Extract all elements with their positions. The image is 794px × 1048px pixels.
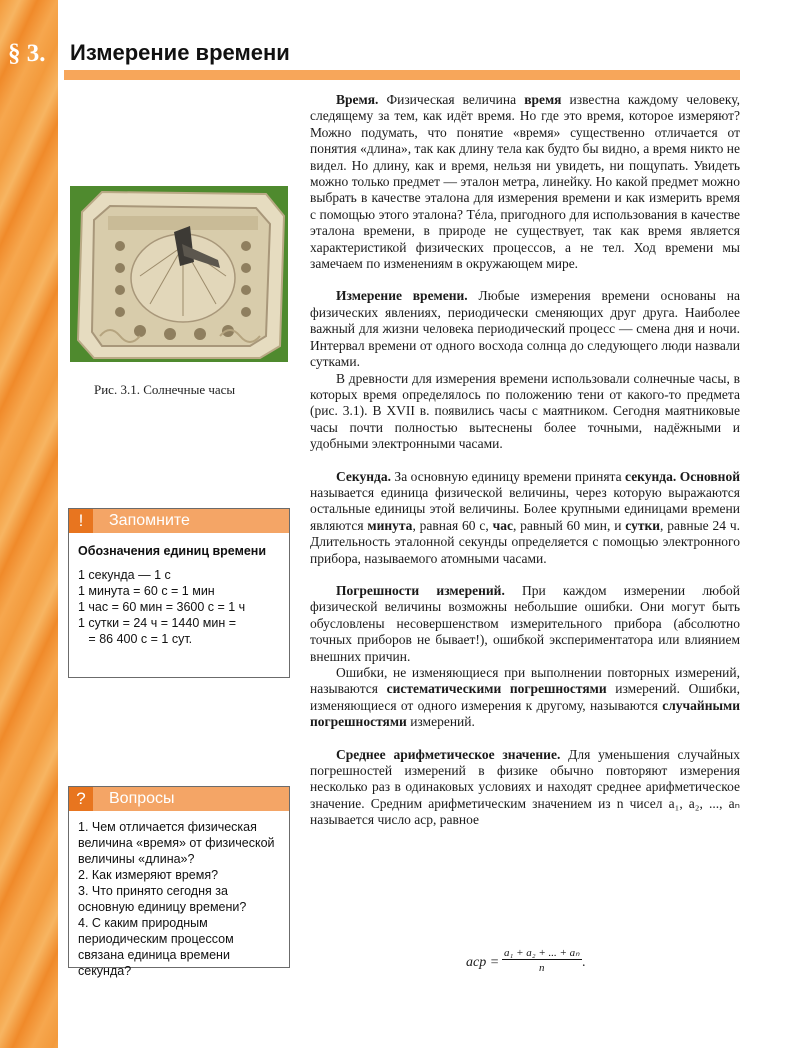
paragraph-error-types (310, 665, 740, 731)
paragraph-text: Физическая величина (378, 92, 525, 107)
paragraph-heading: Секунда. (336, 468, 391, 484)
paragraph-heading: Измерение времени. (336, 288, 468, 304)
questions-box-title: Вопросы (109, 790, 175, 807)
paragraph-measuring-time (310, 288, 740, 370)
questions-box-header (69, 787, 289, 811)
paragraph-mean (310, 747, 740, 829)
paragraph-errors (310, 583, 740, 665)
formula-numerator: a₁ + a₂ + ... + aₙ (504, 947, 580, 959)
questions-box (68, 786, 290, 978)
remember-box-body (69, 533, 289, 647)
paragraph-heading: Погрешности измерений. (336, 582, 505, 598)
formula-fraction (502, 946, 582, 974)
bold-term: случайными погрешностями (310, 697, 740, 730)
bold-term: систематическими погрешностями (386, 681, 607, 697)
bold-term: минута (367, 517, 413, 533)
paragraph-text: измерений. (406, 714, 475, 730)
bold-term: время (524, 92, 562, 107)
paragraph-text: При каждом измерении любой физической величины возможны небольшие ошибки. Они могут быть обусловлены несовершенством измерительного прибора (абсолютно точных приборов не бывает!), ошибкой экспериментатора или влиянием внешних причин. (310, 582, 740, 664)
figure-caption: Рис. 3.1. Солнечные часы (94, 382, 236, 397)
paragraph-text: , равная 60 с, (412, 517, 493, 533)
paragraph-text: Для уменьшения случайных погрешностей измерений в физике обычно повторяют измерения несколько раз в одинаковых условиях и находят среднее арифметическое значение. Средним арифметическим значением из n чисел a₁, a₂, ..., aₙ называется число aср, равное (310, 746, 740, 828)
remember-box (68, 508, 290, 678)
unit-line: 1 час = 60 мин = 3600 с = 1 ч (78, 600, 246, 614)
exclamation-icon: ! (69, 509, 93, 533)
paragraph-text: Любые измерения времени основаны на физических явлениях, периодически сменяющих друг друга. Наиболее важный для жизни человека периодический процесс — смена дня и ночи. Интервал времени от одного восхода солнца до следующего люди назвали сутками. (310, 288, 740, 370)
unit-line: 1 сутки = 24 ч = 1440 мин = (78, 616, 237, 630)
paragraph-text: измерений. Ошибки, изменяющиеся от одного измерения к другому, называются (310, 681, 741, 713)
question-item: 4. С каким природным периодическим процессом связана единица времени секунда? (78, 916, 234, 978)
page-title: Измерение времени (70, 40, 290, 65)
question-item: 2. Как измеряют время? (78, 868, 219, 882)
formula-denominator: n (539, 962, 545, 974)
questions-box-body (69, 811, 289, 979)
paragraph-text: называется единица физической величины, через которую выражаются остальные единицы этой величины. Более крупными единицами времени являются (310, 484, 740, 533)
paragraph-second (310, 469, 740, 567)
question-item: 1. Чем отличается физическая величина «время» от физической величины «длина»? (78, 820, 275, 866)
main-text (310, 92, 740, 829)
bold-term: час (492, 517, 513, 533)
bold-term: Основной (679, 468, 740, 484)
paragraph-text: , равный 60 мин, и (512, 517, 626, 533)
remember-box-header (69, 509, 289, 533)
unit-line: 1 секунда — 1 с (78, 568, 171, 582)
paragraph-history: В древности для измерения времени использовали солнечные часы, в которых время определялось по положению тени от какого-то предмета (рис. 3.1). В XVII в. появились часы с маятником. Сегодня маятниковые часы почти полностью вытеснены более точными, надёжными и удобными электронными часами. (310, 370, 740, 452)
paragraph-time (310, 92, 740, 272)
paragraph-text: За основную единицу времени принята (390, 468, 626, 484)
section-number: § 3. (8, 40, 46, 67)
paragraph-text: известна каждому человеку, следящему за тем, как идёт время. Но где это время, которое измеряют? Можно подумать, что понятие «время» существенно отличается от понятия «длина», так как длину тела как будто бы видно, а время никто не видел. Но длину, как и время, нельзя ни увидеть, ни пощупать. Увидеть можно только предмет — эталон метра, линейку. Но какой предмет можно выбрать в качестве эталона для измерения времени и как измерить время с помощью этого эталона? Тéла, пригодного для использования в качестве эталона времени, в природе не существует, так как время является характеристикой физических процессов, а не тел. Ход времени мы замечаем по изменениям в окружающем мире. (310, 92, 740, 272)
paragraph-heading: Среднее арифметическое значение. (336, 746, 561, 762)
paragraph-text: , равные 24 ч. Длительность эталонной секунды определяется с помощью электронного прибора, называемого атомными часами. (310, 517, 740, 566)
formula-lhs: aср = (466, 955, 500, 970)
question-mark-icon: ? (69, 787, 93, 811)
unit-line: = 86 400 с = 1 сут. (78, 632, 193, 646)
question-item: 3. Что принято сегодня за основную единицу времени? (78, 884, 247, 914)
remember-box-title: Запомните (109, 512, 190, 529)
title-underline-bar (64, 70, 740, 80)
bold-term: сутки (625, 517, 661, 533)
formula-end: . (582, 955, 586, 970)
decorative-page-stripe (0, 0, 58, 1048)
remember-box-subtitle: Обозначения единиц времени (78, 544, 267, 558)
sundial-image (70, 186, 288, 362)
paragraph-text: Ошибки, не изменяющиеся при выполнении повторных измерений, называются (310, 665, 740, 697)
paragraph-heading: Время. (336, 92, 379, 107)
unit-line: 1 минута = 60 с = 1 мин (78, 584, 215, 598)
bold-term: секунда. (625, 468, 677, 484)
sundial-photo (70, 186, 288, 362)
